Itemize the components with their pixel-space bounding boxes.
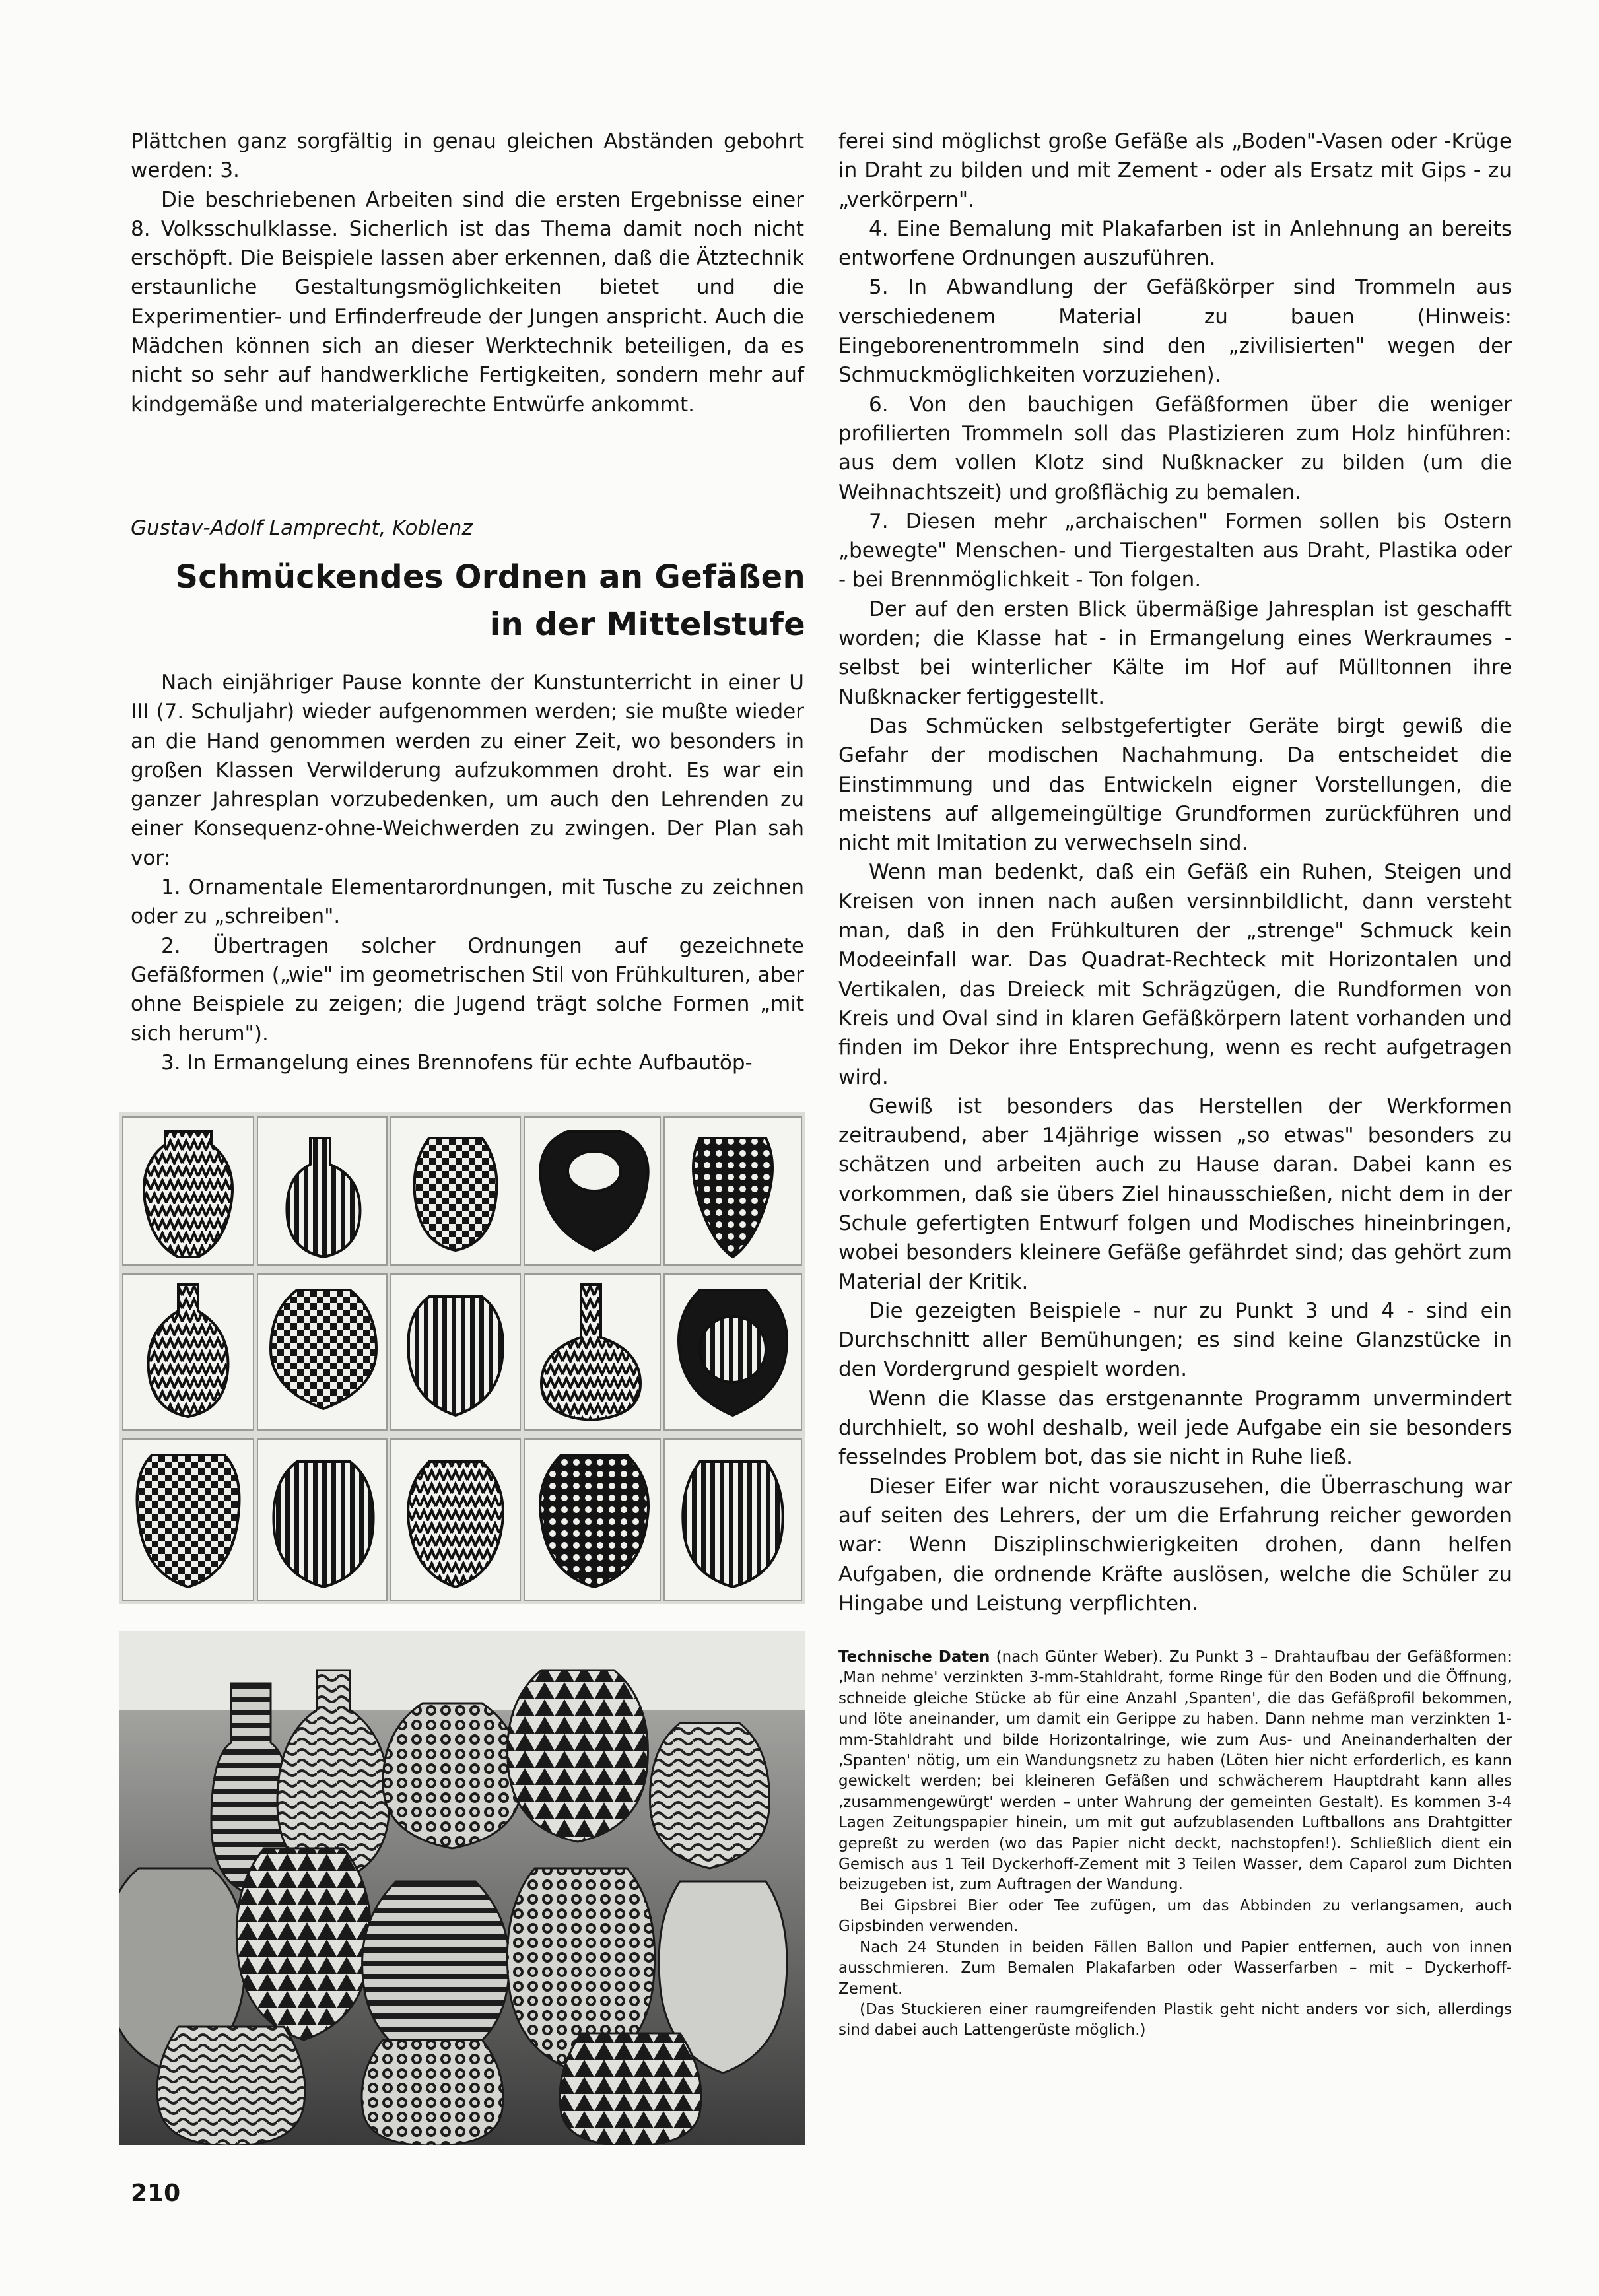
paragraph: 4. Eine Bemalung mit Plakafarben ist in Anlehnung an bereits entworfene Ordnungen auszuführen. [838,217,1512,271]
page-number: 210 [131,2180,181,2207]
paragraph: ferei sind möglichst große Gefäße als „Boden"-Vasen oder -Krüge in Draht zu bilden und mit Zement - oder als Ersatz mit Gips - zu „verkörpern". [838,129,1512,212]
article-title [131,553,805,648]
small-paragraph: Bei Gipsbrei Bier oder Tee zufügen, um das Abbinden zu verlangsamen, auch Gipsbinden verwenden. [838,1897,1512,1936]
paragraph: 3. In Ermangelung eines Brennofens für echte Aufbautöp- [161,1050,753,1075]
paragraph: Gewiß ist besonders das Herstellen der Werkformen zeitraubend, aber 14jährige wissen „so etwas" besonders zu schätzen und arbeiten auch zu Hause daran. Dabei kann es vorkommen, daß sie übers Ziel hinausschießen, nicht dem in der Schule gefertigten Entwurf folgen und Modisches hineinbringen, wobei besonders kleinere Gefäße gefährdet sind; das gehört zum Material der Kritik. [838,1094,1512,1294]
paragraph: Wenn die Klasse das erstgenannte Programm unvermindert durchhielt, so wohl deshalb, weil jede Aufgabe ein sie besonders fesselndes Problem bot, das sie nicht in Ruhe ließ. [838,1386,1512,1469]
title-line-1: Schmückendes Ordnen an Gefäßen [175,558,805,595]
paragraph: 2. Übertragen solcher Ordnungen auf gezeichnete Gefäßformen („wie" im geometrischen Stil von Frühkulturen, aber ohne Beispiele zu zeigen; die Jugend trägt solche Formen „mit sich herum"). [131,933,804,1046]
paragraph: Dieser Eifer war nicht vorauszusehen, die Überraschung war auf seiten des Lehrers, der um die Erfahrung reicher geworden war: Wenn Disziplinschwierigkeiten drohen, dann helfen Aufgaben, die ordnende Kräfte auslösen, welche die Schüler zu Hingabe und Leistung verpflichten. [838,1474,1512,1615]
left-column-main [131,668,804,1077]
technical-data [838,1647,1512,2041]
paragraph: 5. In Abwandlung der Gefäßkörper sind Trommeln aus verschiedenem Material zu bauen (Hinweis: Eingeborenentrommeln sind den „zivilisierten" wegen der Schmuckmöglichkeiten vorzuziehen). [838,275,1512,388]
left-column-top [131,127,804,419]
small-paragraph: Nach 24 Stunden in beiden Fällen Ballon und Papier entfernen, auch von innen ausschmieren. Zum Bemalen Plakafarben oder Wasserfarben – mit – Dyckerhoff-Zement. [838,1938,1512,1998]
paragraph: Das Schmücken selbstgefertigter Geräte birgt gewiß die Gefahr der modischen Nachahmung. Da entscheidet die Einstimmung und das Entwickeln eigner Vorstellungen, die meistens auf allgemeingültige Grundformen zurückführen und nicht mit Imitation zu verwechseln sind. [838,714,1512,856]
paragraph: Wenn man bedenkt, daß ein Gefäß ein Ruhen, Steigen und Kreisen von innen nach außen versinnbildlicht, dann versteht man, daß in den Frühkulturen der „strenge" Schmuck kein Modeeinfall war. Das Quadrat-Rechteck mit Horizontalen und Vertikalen, das Dreieck mit Schrägzügen, die Rundformen von Kreis und Oval sind in klaren Gefäßkörpern latent vorhanden und finden im Dekor ihre Entsprechung, wenn es recht aufgetragen wird. [838,860,1512,1089]
paragraph: Der auf den ersten Blick übermäßige Jahresplan ist geschafft worden; die Klasse hat - in Ermangelung eines Werkraumes - selbst bei winterlicher Kälte im Hof auf Mülltonnen ihre Nußknacker fertiggestellt. [838,597,1512,709]
paragraph: 6. Von den bauchigen Gefäßformen über die weniger profilierten Trommeln soll das Plastizieren zum Holz hinführen: aus dem vollen Klotz sind Nußknacker zu bilden (um die Weihnachtszeit) und großflächig zu bemalen. [838,392,1512,504]
paragraph: Die gezeigten Beispiele - nur zu Punkt 3 und 4 - sind ein Durchschnitt aller Bemühungen; es sind keine Glanzstücke in den Vordergrund gespielt worden. [838,1299,1512,1382]
vase-drawings-illustration [119,1112,805,1604]
right-column [838,127,1512,1618]
technical-data-intro [838,1647,1512,1896]
vase-drawings-photo [119,1112,805,1604]
small-paragraph: (Das Stuckieren einer raumgreifenden Plastik geht nicht anders vor sich, allerdings sind dabei auch Lattengerüste möglich.) [838,2000,1512,2039]
technical-data-heading: Technische Daten [838,1648,990,1666]
paragraph: 1. Ornamentale Elementarordnungen, mit Tusche zu zeichnen oder zu „schreiben". [131,875,804,929]
author-line: Gustav-Adolf Lamprecht, Koblenz [131,516,473,540]
paragraph: Nach einjähriger Pause konnte der Kunstunterricht in einer U III (7. Schuljahr) wieder aufgenommen werden; sie mußte wieder an die Hand genommen werden zu einer Zeit, wo besonders in großen Klassen Verwilderung aufzukommen droht. Es war ein ganzer Jahresplan vorzubedenken, um auch den Lehrenden zu einer Konsequenz-ohne-Weichwerden zu zwingen. Der Plan sah vor: [131,671,804,870]
painted-vessels-photo [119,1631,805,2145]
painted-vessels-illustration [119,1631,805,2145]
technical-data-text: (nach Günter Weber). Zu Punkt 3 – Drahtaufbau der Gefäßformen: ‚Man nehme' verzinkten 3-mm-Stahldraht, forme Ringe für den Boden und die Öffnung, schneide gleiche Stücke ab für eine Anzahl ‚Spanten', die das Gefäßprofil bekommen, und löte aneinander, um damit ein Gerippe zu haben. Dann nehme man verzinkten 1-mm-Stahldraht und bilde Horizontalringe, wie zum Aus- und Aneinanderhalten der ‚Spanten' nötig, um ein Wandungsnetz zu haben (Löten hier nicht erforderlich, es kann gewickelt werden; bei kleineren Gefäßen und schwächerem Hauptdraht kann alles ‚zusammengewürgt' werden – unter Wahrung der gemeinten Gestalt). Es kommen 3-4 Lagen Zeitungspapier hinein, um mit gut aufzublasenden Luftballons ans Drahtgitter gepreßt zu werden (wo das Papier nicht deckt, nachstopfen!). Schließlich dient ein Gemisch aus 1 Teil Dyckerhoff-Zement mit 3 Teilen Wasser, dem Caparol zum Dichten beizugeben ist, zum Auftragen der Wandung. [838,1648,1512,1894]
title-line-2: in der Mittelstufe [489,606,805,643]
paragraph: Die beschriebenen Arbeiten sind die ersten Ergebnisse einer 8. Volksschulklasse. Sicherlich ist das Thema damit noch nicht erschöpft. Die Beispiele lassen aber erkennen, daß die Ätztechnik erstaunliche Gestaltungsmöglichkeiten bietet und die Experimentier- und Erfinderfreude der Jungen anspricht. Auch die Mädchen können sich an dieser Werktechnik beteiligen, da es nicht so sehr auf handwerkliche Fertigkeiten, sondern mehr auf kindgemäße und materialgerechte Entwürfe ankommt. [131,187,804,417]
paragraph: 7. Diesen mehr „archaischen" Formen sollen bis Ostern „bewegte" Menschen- und Tiergestalten aus Draht, Plastika oder - bei Brennmöglichkeit - Ton folgen. [838,509,1512,592]
paragraph: Plättchen ganz sorgfältig in genau gleichen Abständen gebohrt werden: 3. [131,129,804,183]
